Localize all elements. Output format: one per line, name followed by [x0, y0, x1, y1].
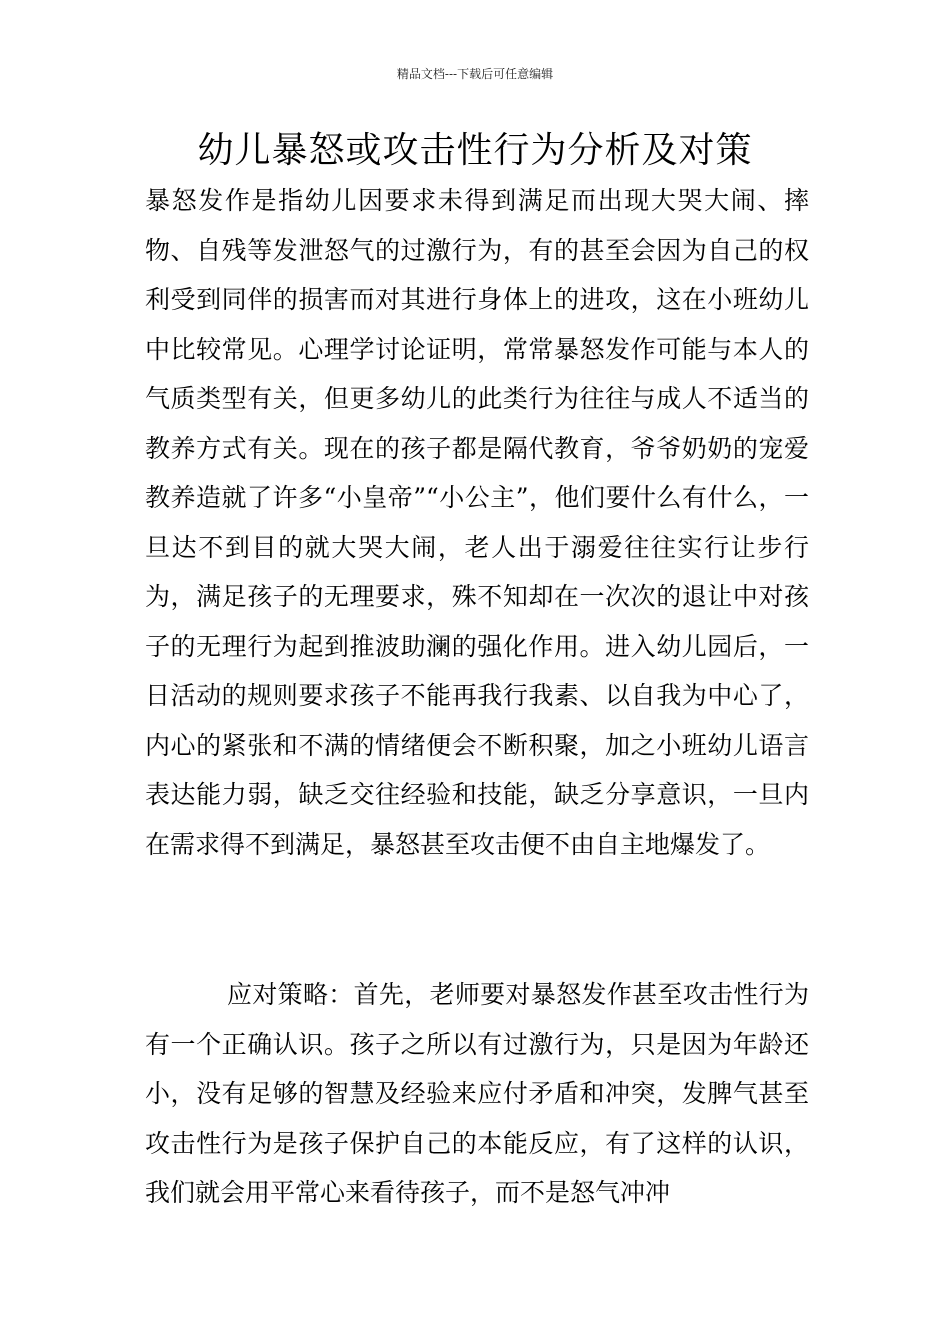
paragraph-strategy: 应对策略：首先，老师要对暴怒发作甚至攻击性行为有一个正确认识。孩子之所以有过激行为，只是因为年龄还小，没有足够的智慧及经验来应付矛盾和冲突，发脾气甚至攻击性行为是孩子保护自己的本能反应，有了这样的认识，我们就会用平常心来看待孩子，而不是怒气冲冲 [145, 980, 809, 1207]
document-title: 幼儿暴怒或攻击性行为分析及对策 [197, 130, 753, 171]
paragraph-background: 暴怒发作是指幼儿因要求未得到满足而出现大哭大闹、摔物、自残等发泄怒气的过激行为，有的甚至会因为自己的权利受到同伴的损害而对其进行身体上的进攻，这在小班幼儿中比较常见。心理学讨论证明，常常暴怒发作可能与本人的气质类型有关，但更多幼儿的此类行为往往与成人不适当的教养方式有关。现在的孩子都是隔代教育，爷爷奶奶的宠爱教养造就了许多“小皇帝”“小公主”，他们要什么有什么，一旦达不到目的就大哭大闹，老人出于溺爱往往实行让步行为，满足孩子的无理要求，殊不知却在一次次的退让中对孩子的无理行为起到推波助澜的强化作用。进入幼儿园后，一日活动的规则要求孩子不能再我行我素、以自我为中心了，内心的紧张和不满的情绪便会不断积聚，加之小班幼儿语言表达能力弱，缺乏交往经验和技能，缺乏分享意识，一旦内在需求得不到满足，暴怒甚至攻击便不由自主地爆发了。 [145, 186, 809, 859]
header-note: 精品文档---下载后可任意编辑 [396, 67, 554, 81]
